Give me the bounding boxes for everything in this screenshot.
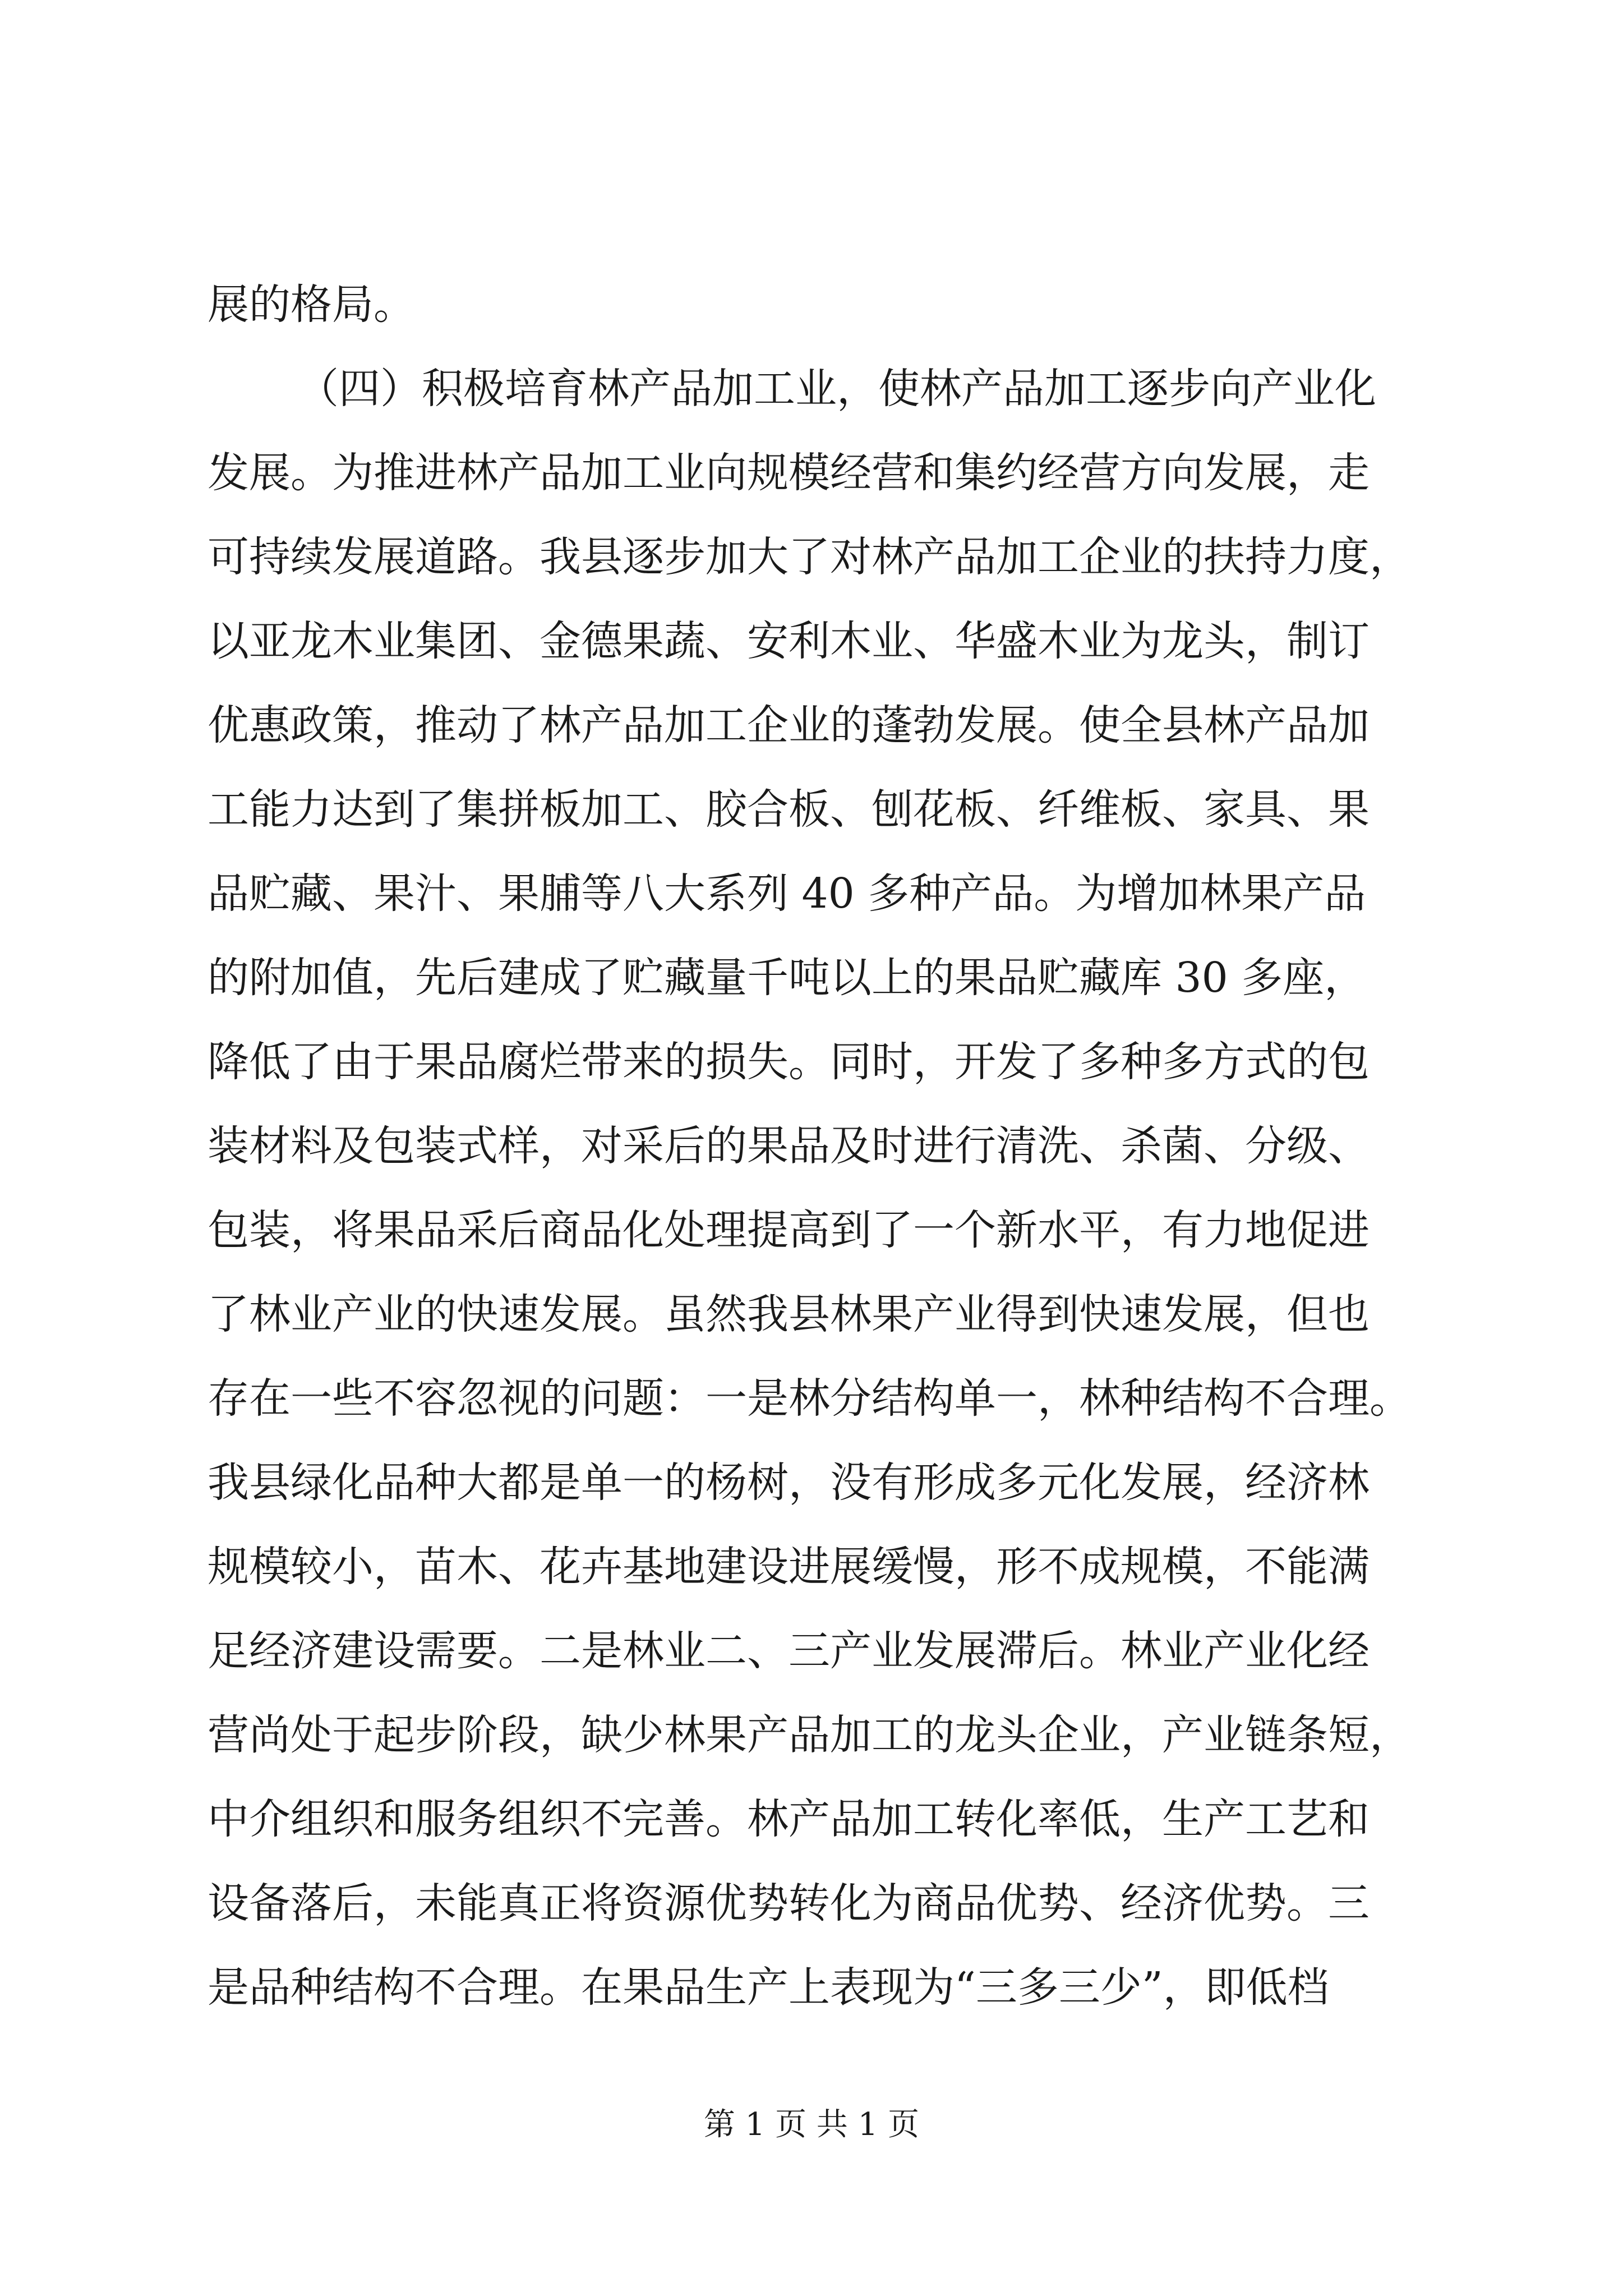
- text-line: 以亚龙木业集团、金德果蔬、安利木业、华盛木业为龙头，制订: [208, 617, 1370, 665]
- text-line: 存在一些不容忽视的问题：一是林分结构单一，林种结构不合理。: [208, 1374, 1411, 1423]
- text-line: 优惠政策，推动了林产品加工企业的蓬勃发展。使全县林产品加: [208, 701, 1370, 749]
- text-line: 我县绿化品种大都是单一的杨树，没有形成多元化发展，经济林: [208, 1458, 1370, 1507]
- text-line: 展的格局。: [208, 280, 415, 329]
- text-line: 品贮藏、果汁、果脯等八大系列 40 多种产品。为增加林果产品: [208, 869, 1366, 918]
- text-line: 可持续发展道路。我县逐步加大了对林产品加工企业的扶持力度，: [208, 533, 1411, 581]
- page-number-label: 第 1 页 共 1 页: [703, 2106, 920, 2143]
- text-line: 降低了由于果品腐烂带来的损失。同时，开发了多种多方式的包: [208, 1038, 1370, 1086]
- text-line: 中介组织和服务组织不完善。林产品加工转化率低，生产工艺和: [208, 1795, 1370, 1843]
- text-line: 了林业产业的快速发展。虽然我县林果产业得到快速发展，但也: [208, 1290, 1370, 1338]
- text-line: 包装，将果品采后商品化处理提高到了一个新水平，有力地促进: [208, 1206, 1370, 1254]
- text-line: 的附加值，先后建成了贮藏量千吨以上的果品贮藏库 30 多座，: [208, 954, 1366, 1002]
- text-line: 营尚处于起步阶段，缺少林果产品加工的龙头企业，产业链条短，: [208, 1711, 1411, 1759]
- text-line: 设备落后，未能真正将资源优势转化为商品优势、经济优势。三: [208, 1879, 1370, 1927]
- text-line: 发展。为推进林产品加工业向规模经营和集约经营方向发展，走: [208, 449, 1370, 497]
- text-line: 足经济建设需要。二是林业二、三产业发展滞后。林业产业化经: [208, 1627, 1370, 1675]
- text-line: 装材料及包装式样，对采后的果品及时进行清洗、杀菌、分级、: [208, 1122, 1370, 1170]
- text-line: 是品种结构不合理。在果品生产上表现为“三多三少”，即低档: [208, 1963, 1329, 2012]
- text-line: 规模较小，苗木、花卉基地建设进展缓慢，形不成规模，不能满: [208, 1543, 1370, 1591]
- text-line: 工能力达到了集拼板加工、胶合板、刨花板、纤维板、家具、果: [208, 785, 1370, 834]
- page-footer: [0, 2102, 1623, 2147]
- text-line: （四）积极培育林产品加工业，使林产品加工逐步向产业化: [297, 365, 1376, 413]
